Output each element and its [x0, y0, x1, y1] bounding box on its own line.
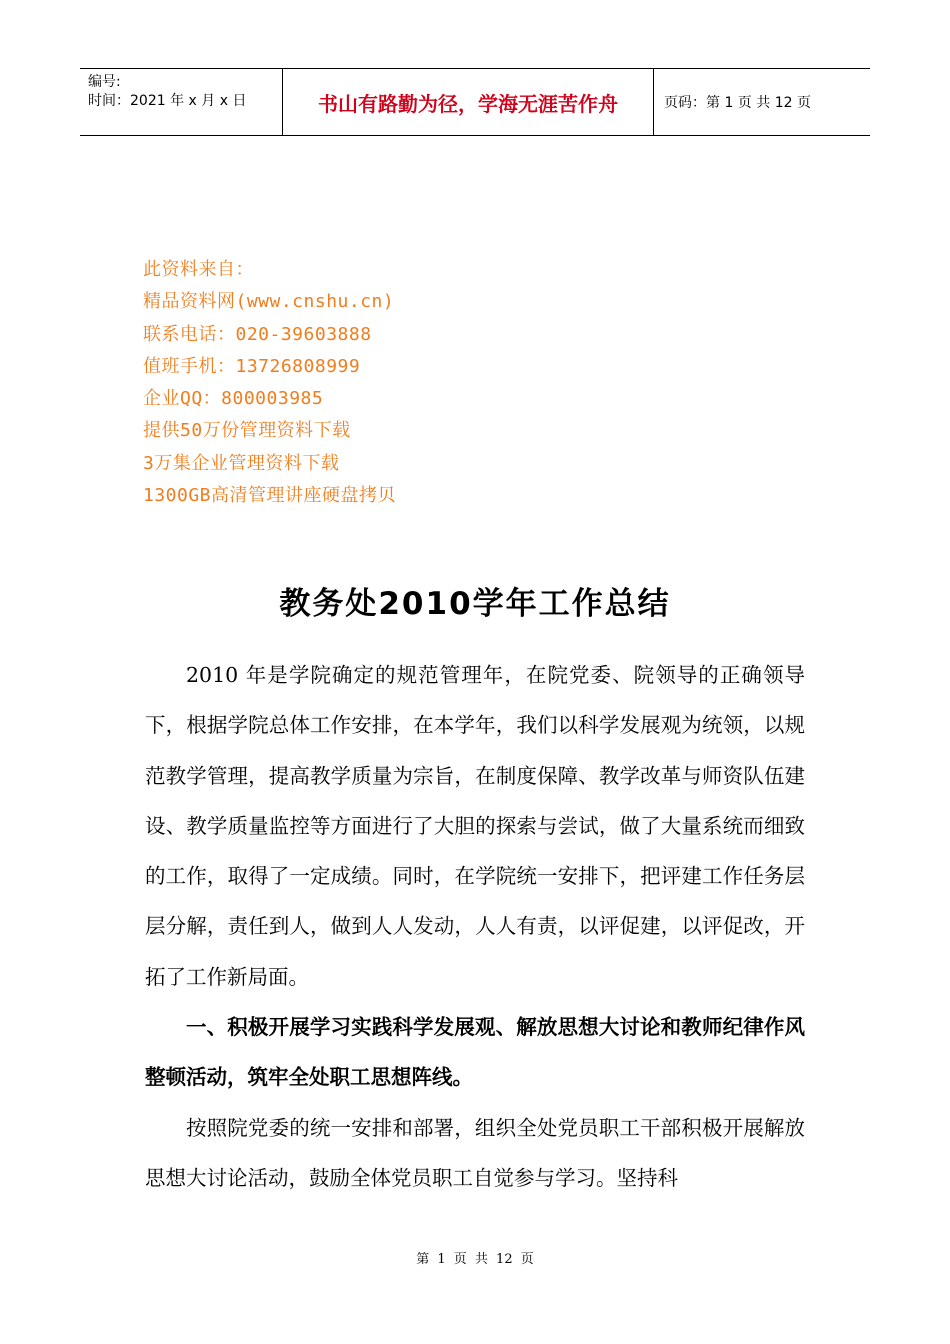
- header-meta: [80, 69, 282, 135]
- source-line: 精品资料网(www.cnshu.cn): [143, 291, 395, 313]
- document-title: 教务处2010学年工作总结: [279, 586, 671, 622]
- source-line: 1300GB高清管理讲座硬盘拷贝: [143, 485, 397, 507]
- source-line: 联系电话：020-39603888: [143, 323, 372, 345]
- document-time-label: 时间：2021 年 x 月 x 日: [88, 93, 247, 109]
- source-line: 提供50万份管理资料下载: [143, 420, 351, 442]
- source-line: 3万集企业管理资料下载: [143, 452, 340, 474]
- source-line: 此资料来自：: [143, 259, 254, 280]
- section-heading: 一、积极开展学习实践科学发展观、解放思想大讨论和教师纪律作风整顿活动，筑牢全处职工思想阵线。: [145, 1015, 805, 1090]
- source-line: 企业QQ：800003985: [143, 388, 324, 410]
- source-info-block: [143, 254, 396, 512]
- header-page-info: 页码：第 1 页 共 12 页: [664, 95, 811, 111]
- document-number-label: 编号:: [88, 74, 121, 90]
- header-motto: 书山有路勤为径，学海无涯苦作舟: [282, 69, 654, 135]
- page-header: [80, 68, 870, 136]
- page-footer: 第 1 页 共 12 页: [416, 1252, 534, 1267]
- body-paragraph: 按照院党委的统一安排和部署，组织全处党员职工干部积极开展解放思想大讨论活动，鼓励全体党员职工自觉参与学习。坚持科: [145, 1115, 805, 1190]
- source-line: 值班手机：13726808999: [143, 355, 361, 377]
- document-body: [145, 650, 805, 1203]
- body-paragraph: 2010 年是学院确定的规范管理年，在院党委、院领导的正确领导下，根据学院总体工作安排，在本学年，我们以科学发展观为统领，以规范教学管理，提高教学质量为宗旨，在制度保障、教学改革与师资队伍建设、教学质量监控等方面进行了大胆的探索与尝试，做了大量系统而细致的工作，取得了一定成绩。同时，在学院统一安排下，把评建工作任务层层分解，责任到人，做到人人发动，人人有责，以评促建，以评促改，开拓了工作新局面。: [145, 663, 805, 989]
